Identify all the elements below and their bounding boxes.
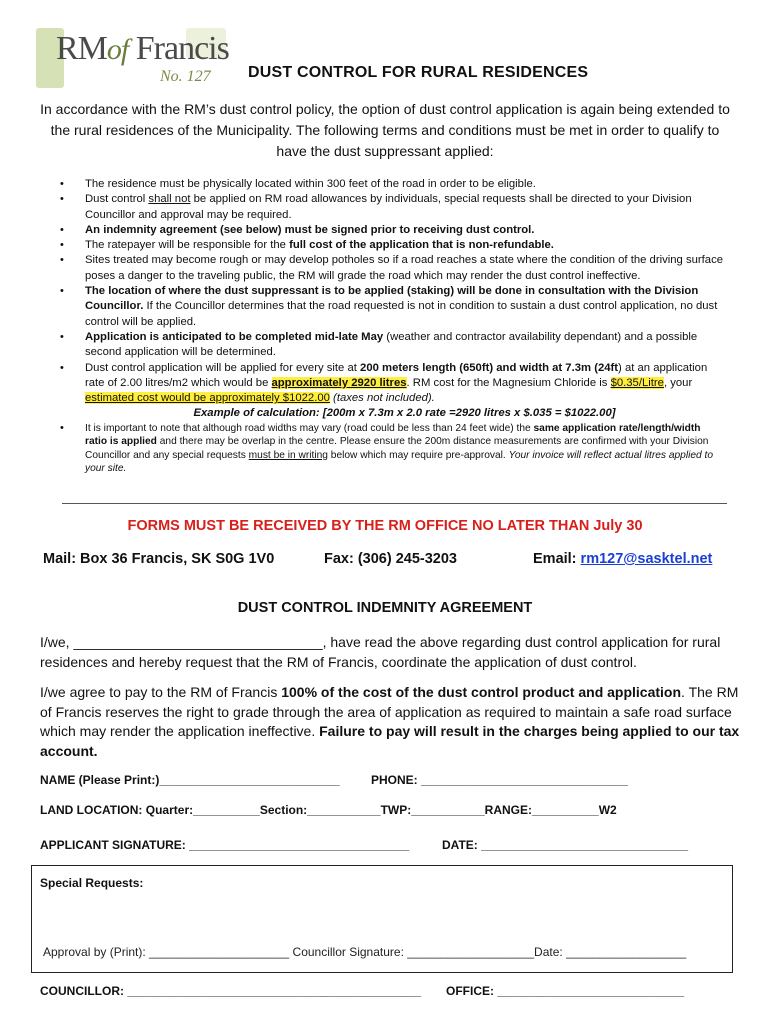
section-divider bbox=[62, 503, 727, 504]
councillor-field[interactable]: COUNCILLOR: ____________________________________________ bbox=[40, 984, 421, 998]
fax-number: Fax: (306) 245-3203 bbox=[324, 551, 457, 567]
email-link[interactable]: rm127@sasktel.net bbox=[580, 551, 713, 567]
term-item: • An indemnity agreement (see below) must be signed prior to receiving dust control. bbox=[60, 223, 724, 238]
special-requests-label: Special Requests: bbox=[40, 876, 144, 890]
approval-line[interactable]: Approval by (Print): _____________________ Councillor Signature: ___________________Date: __________________ bbox=[43, 945, 687, 959]
page-title: DUST CONTROL FOR RURAL RESIDENCES bbox=[248, 64, 589, 81]
term-item: • The residence must be physically located within 300 feet of the road in order to be eligible. bbox=[60, 177, 724, 192]
agreement-paragraph-1: I/we, ________________________________, have read the above regarding dust control application for rural residences and hereby request that the RM of Francis, coordinate the application of dust control. bbox=[40, 634, 721, 670]
terms-list bbox=[60, 177, 724, 476]
applicant-signature-field[interactable]: APPLICANT SIGNATURE: _________________________________ bbox=[40, 838, 410, 852]
mail-address: Mail: Box 36 Francis, SK S0G 1V0 bbox=[43, 551, 275, 567]
phone-field[interactable]: PHONE: _______________________________ bbox=[371, 773, 628, 787]
term-item: • Dust control application will be applied for every site at 200 meters length (650ft) and width at 7.3m (24ft) at an application rate of 2.00 litres/m2 which would be approximately 2920 litres. RM cost for the Magnesium Chloride is $0.35/Litre, your estimated cost would be approximately $1022.00 (taxes not included). Example of calculation: [200m x 7.3m x 2.0 rate =2920 litres x $.035 = $1022.00] bbox=[60, 361, 724, 422]
term-item: • Dust control shall not be applied on RM road allowances by individuals, special requests shall be directed to your Division Councillor and approval may be required. bbox=[60, 192, 724, 223]
deadline-notice: FORMS MUST BE RECEIVED BY THE RM OFFICE NO LATER THAN July 30 bbox=[127, 518, 643, 534]
date-field[interactable]: DATE: _______________________________ bbox=[442, 838, 688, 852]
office-field[interactable]: OFFICE: ____________________________ bbox=[446, 984, 685, 998]
term-item: • The location of where the dust suppressant is to be applied (staking) will be done in consultation with the Division Councillor. If the Councillor determines that the road requested is not in condition to sustain a dust control application, no dust control will be applied. bbox=[60, 284, 724, 330]
term-item: • Sites treated may become rough or may develop potholes so if a road reaches a state where the condition of the driving surface poses a danger to the traveling public, the RM will grade the road which may render the dust control ineffective. bbox=[60, 253, 724, 284]
calculation-example: Example of calculation: [200m x 7.3m x 2.0 rate =2920 litres x $.035 = $1022.00] bbox=[193, 407, 616, 420]
term-item: • Application is anticipated to be completed mid-late May (weather and contractor availability dependant) and a possible second application will be determined. bbox=[60, 330, 724, 361]
name-field[interactable]: NAME (Please Print:)___________________________ bbox=[40, 773, 340, 787]
logo-number: No. 127 bbox=[160, 68, 211, 85]
intro-paragraph: In accordance with the RM’s dust control policy, the option of dust control application is again being extended to the rural residences of the Municipality. The following terms and conditions must be met in order to qualify to have the dust suppressant applied: bbox=[40, 101, 730, 159]
land-location-field[interactable]: LAND LOCATION: Quarter:__________Section:___________TWP:___________RANGE:__________W2 bbox=[40, 803, 617, 817]
logo-wordmark: RMof Francis bbox=[56, 30, 229, 67]
email-contact: Email: rm127@sasktel.net bbox=[533, 551, 713, 567]
term-item: • The ratepayer will be responsible for the full cost of the application that is non-refundable. bbox=[60, 238, 724, 253]
rm-francis-logo bbox=[36, 28, 232, 92]
agreement-title: DUST CONTROL INDEMNITY AGREEMENT bbox=[237, 600, 533, 616]
term-item: • It is important to note that although road widths may vary (road could be less than 24 feet wide) the same application rate/length/width ratio is applied and there may be overlap in the centre. Please ensure the 200m distance measurements are confirmed with your Division Councillor and any special requests must be in writing below which may require pre-approval. Your invoice will reflect actual litres applied to your site. bbox=[60, 422, 724, 476]
agreement-paragraph-2: I/we agree to pay to the RM of Francis 100% of the cost of the dust control product and application. The RM of Francis reserves the right to grade through the area of application as required to maintain a safe road surface which may render the application ineffective. Failure to pay will result in the charges being applied to our tax account. bbox=[40, 684, 740, 759]
